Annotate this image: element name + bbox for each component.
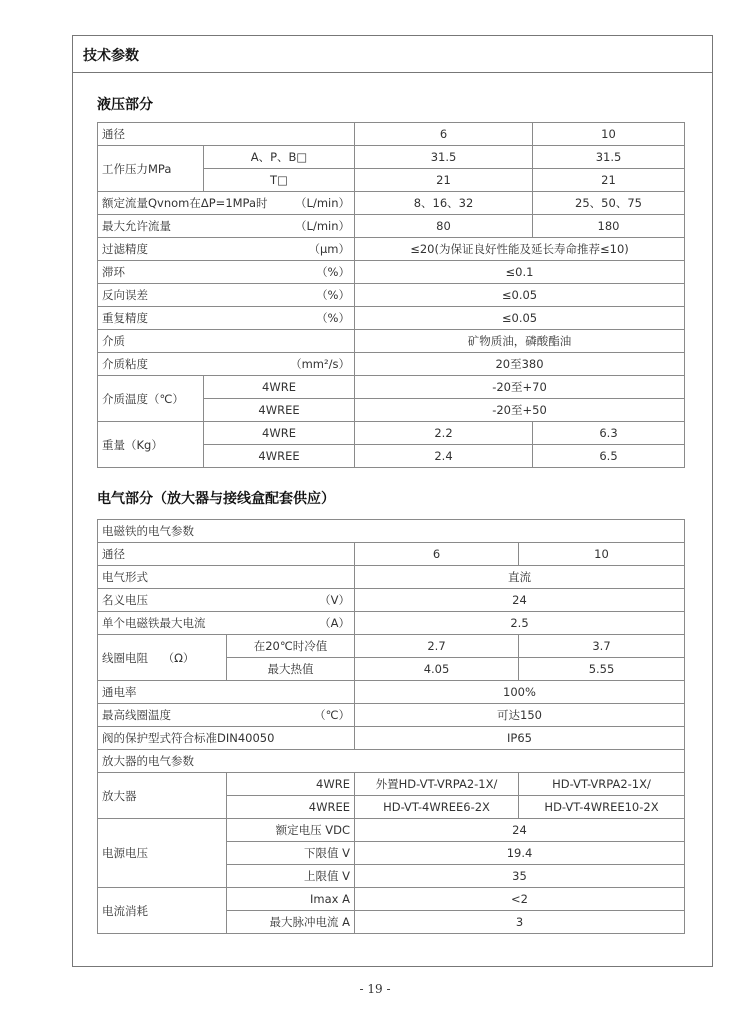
cell-value: -20至+50 [355, 399, 685, 422]
sub-label: 4WREE [204, 445, 355, 468]
cell-value: 4.05 [355, 658, 519, 681]
table-row [98, 215, 685, 238]
row-label: 线圈电阻 （Ω） [98, 635, 227, 681]
sub-label: 最大热值 [227, 658, 355, 681]
cell-value: 20至380 [355, 353, 685, 376]
row-label: 放大器 [98, 773, 227, 819]
cell-value: 24 [355, 819, 685, 842]
row-label: 介质 [98, 330, 355, 353]
table-row [98, 330, 685, 353]
table-row [98, 681, 685, 704]
sub-label: 最大脉冲电流 A [227, 911, 355, 934]
table-row [98, 888, 685, 911]
table-row [98, 284, 685, 307]
cell-value: 80 [355, 215, 533, 238]
cell-value: 2.5 [355, 612, 685, 635]
cell-value: 6 [355, 123, 533, 146]
cell-value: ≤0.1 [355, 261, 685, 284]
sub-label: 上限值 V [227, 865, 355, 888]
table-row [98, 750, 685, 773]
sub-label: 4WRE [227, 773, 355, 796]
unit-label: （μm） [308, 242, 350, 256]
cell-value: 5.55 [519, 658, 685, 681]
electrical-table [97, 519, 685, 934]
cell-value: 2.2 [355, 422, 533, 445]
cell-value: HD-VT-4WREE6-2X [355, 796, 519, 819]
page-number: - 19 - [359, 982, 391, 996]
hydraulic-section-title: 液压部分 [97, 97, 153, 113]
table-row [98, 422, 685, 445]
cell-value: 2.4 [355, 445, 533, 468]
sub-label: 4WRE [204, 422, 355, 445]
unit-label: （%） [316, 288, 350, 302]
table-row [98, 192, 685, 215]
cell-value: 矿物质油，磷酸酯油 [355, 330, 685, 353]
cell-value: 6.3 [533, 422, 685, 445]
cell-value: -20至+70 [355, 376, 685, 399]
cell-value: ≤20(为保证良好性能及延长寿命推荐≤10) [355, 238, 685, 261]
cell-value: 3 [355, 911, 685, 934]
sub-label: 在20℃时冷值 [227, 635, 355, 658]
row-label: 反向误差 （%） [98, 284, 355, 307]
table-row [98, 146, 685, 169]
row-label: 额定流量Qvnom在ΔP=1MPa时 （L/min） [98, 192, 355, 215]
table-row [98, 543, 685, 566]
cell-value: 100% [355, 681, 685, 704]
row-label: 阀的保护型式符合标准DIN40050 [98, 727, 355, 750]
table-row [98, 612, 685, 635]
table-row [98, 123, 685, 146]
row-label: 重量（Kg） [98, 422, 204, 468]
cell-value: ≤0.05 [355, 307, 685, 330]
table-row [98, 704, 685, 727]
cell-value: 31.5 [355, 146, 533, 169]
page-title: 技术参数 [83, 48, 139, 64]
row-label: 单个电磁铁最大电流 （A） [98, 612, 355, 635]
row-label: 介质温度（℃） [98, 376, 204, 422]
cell-value: 外置HD-VT-VRPA2-1X/ [355, 773, 519, 796]
sub-label: 4WRE [204, 376, 355, 399]
group-header: 放大器的电气参数 [98, 750, 685, 773]
cell-value: 21 [355, 169, 533, 192]
header-bar [73, 36, 712, 73]
cell-value: 2.7 [355, 635, 519, 658]
table-row [98, 307, 685, 330]
table-row [98, 261, 685, 284]
row-label: 电源电压 [98, 819, 227, 888]
unit-label: （Ω） [162, 650, 195, 665]
cell-value: 可达150 [355, 704, 685, 727]
table-row [98, 727, 685, 750]
row-label: 通电率 [98, 681, 355, 704]
sub-label: 4WREE [227, 796, 355, 819]
cell-value: IP65 [355, 727, 685, 750]
unit-label: （L/min） [295, 196, 350, 210]
electrical-section-title: 电气部分（放大器与接线盒配套供应） [97, 491, 335, 507]
unit-label: （V） [319, 593, 350, 607]
row-label: 名义电压 （V） [98, 589, 355, 612]
group-header: 电磁铁的电气参数 [98, 520, 685, 543]
cell-value: 6 [355, 543, 519, 566]
unit-label: （A） [319, 616, 350, 630]
cell-value: <2 [355, 888, 685, 911]
cell-value: 6.5 [533, 445, 685, 468]
sub-label: 4WREE [204, 399, 355, 422]
table-row [98, 589, 685, 612]
sub-label: T□ [204, 169, 355, 192]
cell-value: 3.7 [519, 635, 685, 658]
row-label: 通径 [98, 543, 355, 566]
cell-value: HD-VT-4WREE10-2X [519, 796, 685, 819]
cell-value: 24 [355, 589, 685, 612]
cell-value: 35 [355, 865, 685, 888]
row-label: 滞环 （%） [98, 261, 355, 284]
sub-label: 下限值 V [227, 842, 355, 865]
cell-value: 19.4 [355, 842, 685, 865]
cell-value: 10 [533, 123, 685, 146]
row-label: 工作压力MPa [98, 146, 204, 192]
sub-label: 额定电压 VDC [227, 819, 355, 842]
unit-label: （mm²/s） [290, 357, 350, 371]
row-label: 重复精度 （%） [98, 307, 355, 330]
table-row [98, 566, 685, 589]
cell-value: ≤0.05 [355, 284, 685, 307]
row-label: 最高线圈温度 （℃） [98, 704, 355, 727]
row-label: 介质粘度 （mm²/s） [98, 353, 355, 376]
row-label: 电流消耗 [98, 888, 227, 934]
table-row [98, 238, 685, 261]
table-row [98, 819, 685, 842]
row-label: 过滤精度 （μm） [98, 238, 355, 261]
hydraulic-table [97, 122, 685, 468]
unit-label: （%） [316, 265, 350, 279]
cell-value: 21 [533, 169, 685, 192]
cell-value: 31.5 [533, 146, 685, 169]
sub-label: Imax A [227, 888, 355, 911]
cell-value: 8、16、32 [355, 192, 533, 215]
cell-value: 25、50、75 [533, 192, 685, 215]
unit-label: （%） [316, 311, 350, 325]
unit-label: （L/min） [295, 219, 350, 233]
row-label: 通径 [98, 123, 355, 146]
row-label: 最大允许流量 （L/min） [98, 215, 355, 238]
unit-label: （℃） [314, 708, 350, 722]
table-row [98, 635, 685, 658]
cell-value: 10 [519, 543, 685, 566]
cell-value: HD-VT-VRPA2-1X/ [519, 773, 685, 796]
row-label: 电气形式 [98, 566, 355, 589]
cell-value: 180 [533, 215, 685, 238]
table-row [98, 353, 685, 376]
table-row [98, 376, 685, 399]
table-row [98, 520, 685, 543]
table-row [98, 773, 685, 796]
cell-value: 直流 [355, 566, 685, 589]
sub-label: A、P、B□ [204, 146, 355, 169]
